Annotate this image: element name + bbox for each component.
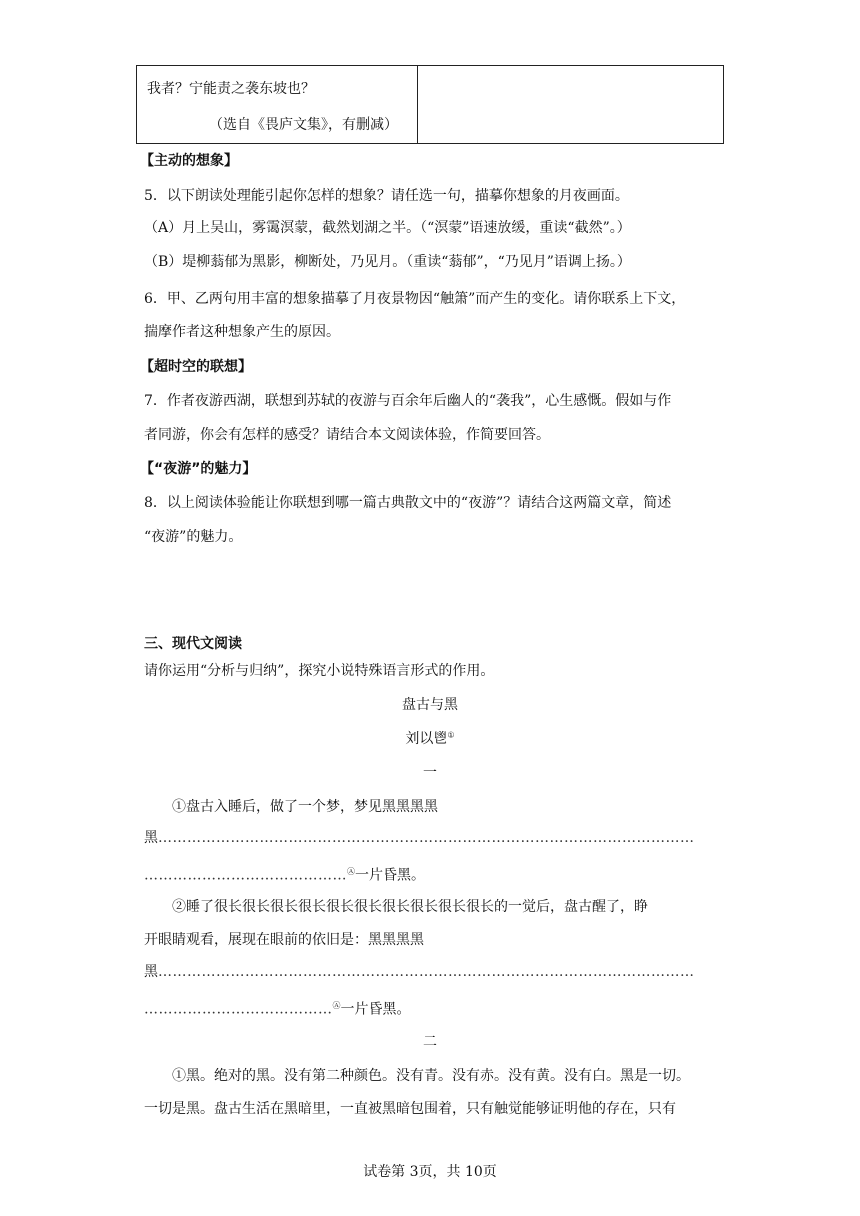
p1-line3-dots: ……………………………………	[144, 867, 347, 884]
p1-line2	[144, 828, 714, 848]
question-7-line2: 者同游，你会有怎样的感受？请结合本文阅读体验，作简要回答。	[144, 427, 550, 443]
p2-line4	[144, 996, 411, 1020]
author-footnote-mark: ①	[447, 730, 455, 740]
story-author: 刘以鬯	[405, 731, 448, 747]
p1-circled-a: Ⓐ	[347, 867, 355, 876]
p2-line3-start: 黑	[144, 964, 158, 980]
continuation-table	[136, 65, 724, 144]
section-heading-imagination: 【主动的想象】	[140, 153, 238, 169]
table-text: 我者？宁能责之袭东坡也？	[147, 81, 315, 97]
p3-line2: 一切是黑。盘古生活在黑暗里，一直被黑暗包围着，只有触觉能够证明他的存在，只有	[144, 1101, 676, 1117]
question-6-line1: 6．甲、乙两句用丰富的想象描摹了月夜景物因“触箫”而产生的变化。请你联系上下文，	[144, 291, 686, 307]
p1-end: 一片昏黑。	[355, 867, 425, 884]
p1-line2-dots: …………………………………………………………………………………………………	[158, 830, 695, 846]
p2-line1: ②睡了很长很长很长很长很长很长很长很长很长很长的一觉后，盘古醒了，睁	[172, 899, 648, 915]
chapter-two: 二	[423, 1034, 437, 1050]
question-7-line1: 7．作者夜游西湖，联想到苏轼的夜游与百余年后幽人的“袭我”，心生感慨。假如与作	[144, 393, 672, 409]
story-title: 盘古与黑	[402, 697, 458, 713]
page-footer: 试卷第 3页，共 10页	[363, 1164, 497, 1180]
chapter-one: 一	[423, 765, 437, 781]
part3-intro: 请你运用“分析与归纳”，探究小说特殊语言形式的作用。	[144, 663, 495, 679]
p2-line3	[144, 962, 714, 982]
question-5-option-a: （A）月上吴山，雾霭溟蒙，截然划湖之半。（“溟蒙”语速放缓，重读“截然”。）	[144, 220, 631, 236]
p1-line1: ①盘古入睡后，做了一个梦，梦见黑黑黑黑	[172, 799, 438, 815]
p2-end: 一片昏黑。	[340, 1001, 411, 1018]
section-heading-association: 【超时空的联想】	[140, 359, 252, 375]
p2-line2: 开眼睛观看，展现在眼前的依旧是：黑黑黑黑	[144, 932, 424, 948]
question-5-option-b: （B）堤柳蓊郁为黑影，柳断处，乃见月。（重读“蓊郁”，“乃见月”语调上扬。）	[144, 254, 631, 270]
question-6-line2: 揣摩作者这种想象产生的原因。	[144, 324, 340, 340]
part3-heading: 三、现代文阅读	[144, 636, 242, 652]
question-8-line1: 8．以上阅读体验能让你联想到哪一篇古典散文中的“夜游”？请结合这两篇文章，简述	[144, 495, 672, 511]
story-author-line	[0, 728, 860, 748]
p3-line1: ①黑。绝对的黑。没有第二种颜色。没有青。没有赤。没有黄。没有白。黑是一切。	[172, 1068, 690, 1084]
p2-line4-dots: …………………………………	[144, 1001, 333, 1018]
section-heading-charm: 【“夜游”的魅力】	[140, 461, 257, 477]
p2-circled-a: Ⓐ	[332, 1001, 341, 1010]
p1-line3	[144, 862, 425, 886]
question-8-line2: “夜游”的魅力。	[144, 529, 243, 545]
question-5: 5．以下朗读处理能引起你怎样的想象？请任选一句，描摹你想象的月夜画面。	[144, 188, 629, 204]
table-divider	[417, 66, 418, 143]
p1-line2-start: 黑	[144, 830, 158, 846]
p2-line3-dots: …………………………………………………………………………………………………	[158, 964, 695, 980]
table-source: （选自《畏庐文集》，有删减）	[209, 117, 398, 133]
